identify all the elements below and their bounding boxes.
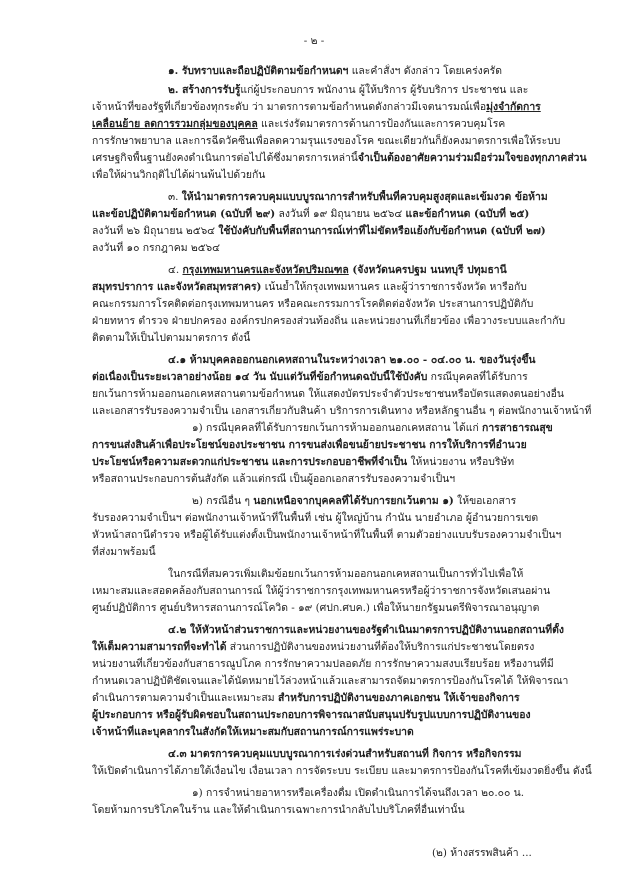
text-segment: หรือสถานประกอบการต้นสังกัด แล้วแต่กรณี เป็นผู้ออกเอกสารรับรองความจำเป็นฯ — [92, 473, 456, 485]
text-segment: มุ่งจำกัดการ — [486, 101, 541, 113]
text-line — [168, 353, 608, 367]
text-segment: ที่ส่งมาพร้อมนี้ — [92, 546, 156, 558]
text-segment: ๓. — [168, 191, 182, 203]
text-line — [92, 764, 612, 778]
text-segment: หน่วยงานที่เกี่ยวข้องกับสาธารณูปโภค การรักษาความปลอดภัย การรักษาความสงบเรียบร้อย หรืองานที่มี — [92, 658, 554, 670]
text-segment: ต่อเนื่องเป็นระยะเวลาอย่างน้อย ๑๔ วัน นับแต่วันที่ข้อกำหนดฉบับนี้ใช้บังคับ — [92, 371, 428, 383]
text-segment: ๔.๓ มาตรการควบคุมแบบบูรณาการเร่งด่วนสำหรับสถานที่ กิจการ หรือกิจกรรม — [168, 748, 522, 760]
text-segment: เน้นย้ำให้กรุงเทพมหานคร และผู้ว่าราชการจังหวัด หารือกับ — [261, 281, 527, 293]
text-segment: ๑) กรณีบุคคลที่ได้รับการยกเว้นการห้ามออกนอกเคหสถาน ได้แก่ — [192, 422, 483, 434]
text-segment: แก่ผู้ประกอบการ พนักงาน ผู้ให้บริการ ผู้รับบริการ ประชาชน และ — [240, 84, 529, 96]
text-line — [92, 438, 612, 452]
text-segment: เจ้าหน้าที่ของรัฐที่เกี่ยวข้องทุกระดับ ว่า มาตรการตามข้อกำหนดดังกล่าวมีเจตนารมณ์เพื่อ — [92, 101, 487, 113]
text-segment: ยกเว้นการห้ามออกนอกเคหสถานตามข้อกำหนด ให้แสดงบัตรประจำตัวประชาชนหรือบัตรแสดงตนอย่างอื่น — [92, 388, 564, 400]
text-line — [92, 691, 612, 705]
text-segment: คณะกรรมการโรคติดต่อกรุงเทพมหานคร หรือคณะกรรมการโรคติดต่อจังหวัด ประสานการปฏิบัติกับ — [92, 298, 534, 310]
text-segment: ติดตามให้เป็นไปตามมาตรการ ดังนี้ — [92, 332, 251, 344]
text-line — [432, 846, 612, 860]
text-segment: และข้อปฏิบัติตามข้อกำหนด (ฉบับที่ ๒๙) — [92, 208, 276, 220]
text-segment: ใช้บังคับกับพื้นที่สถานการณ์เท่าที่ไม่ขัดหรือแย้งกับข้อกำหนด (ฉบับที่ ๒๗) — [218, 225, 546, 237]
text-line — [192, 494, 612, 508]
text-line — [168, 567, 608, 581]
text-segment: สมุทรปราการ และจังหวัดสมุทรสาคร) — [92, 281, 262, 293]
text-line — [92, 370, 612, 384]
text-line — [92, 314, 612, 328]
text-segment: ๔.๒ ให้หัวหน้าส่วนราชการและหน่วยงานของรัฐดำเนินมาตรการปฏิบัติงานนอกสถานที่ตั้ง — [168, 624, 564, 636]
text-line — [92, 387, 612, 401]
text-line — [92, 708, 612, 722]
text-segment: หัวหน้าสถานีตำรวจ หรือผู้ได้รับแต่งตั้งเป็นพนักงานเจ้าหน้าที่ในพื้นที่ ตามตัวอย่างแบบรับรองความจำเป็นฯ — [92, 529, 562, 541]
text-segment: ในกรณีที่สมควรเพิ่มเติมข้อยกเว้นการห้ามออกนอกเคหสถานเป็นการทั่วไปเพื่อให้ — [168, 568, 524, 580]
text-line — [92, 331, 612, 345]
text-line — [92, 511, 612, 525]
text-line — [92, 117, 612, 131]
text-segment: ๒. สร้างการรับรู้ — [168, 84, 241, 96]
text-segment: ๔. — [168, 264, 183, 276]
text-line — [92, 280, 612, 294]
text-segment: เพื่อให้ผ่านวิกฤติไปได้ผ่านพ้นไปด้วยกัน — [92, 169, 266, 181]
text-line — [92, 640, 612, 654]
text-segment: ผู้ประกอบการ หรือผู้รับผิดชอบในสถานประกอบการพิจารณาสนับสนุนปรับรูปแบบการปฏิบัติงานของ — [92, 709, 531, 721]
text-line — [92, 297, 612, 311]
text-line — [168, 190, 608, 204]
text-segment: ลงวันที่ ๒๖ มิถุนายน ๒๕๖๔ — [92, 225, 219, 237]
text-segment: เหมาะสมและสอดคล้องกับสถานการณ์ ให้ผู้ว่าราชการกรุงเทพมหานครหรือผู้ว่าราชการจังหวัดเสนอผ่าน — [92, 585, 551, 597]
text-segment: ให้เต็มความสามารถที่จะทำได้ — [92, 641, 227, 653]
text-line — [168, 623, 608, 637]
text-segment: รับรองความจำเป็นฯ ต่อพนักงานเจ้าหน้าที่ในพื้นที่ เช่น ผู้ใหญ่บ้าน กำนัน นายอำเภอ ผู้อำนวยการเขต — [92, 512, 539, 524]
text-segment: เศรษฐกิจพื้นฐานยังคงดำเนินการต่อไปได้ซึ่งมาตรการเหล่านี้ — [92, 152, 358, 164]
text-segment: และเอกสารรับรองความจำเป็น เอกสารเกี่ยวกับสินค้า บริการการเดินทาง หรือหลักฐานอื่น ๆ ต่อพนักงานเจ้าหน้าที่ — [92, 405, 592, 417]
text-segment: ให้นำมาตรการควบคุมแบบบูรณาการสำหรับพื้นที่ควบคุมสูงสุดและเข้มงวด ข้อห้าม — [181, 191, 548, 203]
text-segment: การขนส่งสินค้าเพื่อประโยชน์ของประชาชน การขนส่งเพื่อขนย้ายประชาชน การให้บริการที่อำนวย — [92, 439, 527, 451]
text-segment: กรุงเทพมหานครและจังหวัดปริมณฑล — [182, 264, 349, 276]
text-line — [168, 83, 608, 97]
text-line — [92, 803, 612, 817]
text-segment: ดำเนินการตามความจำเป็นและเหมาะสม — [92, 692, 278, 704]
text-segment: กำหนดเวลาปฏิบัติชัดเจนและได้นัดหมายไว้ล่วงหน้าแล้วและสามารถจัดมาตรการป้องกันโรคได้ ให้พิจารณา — [92, 675, 569, 687]
text-line — [168, 263, 608, 277]
text-line — [92, 241, 612, 255]
text-segment: ลงวันที่ ๑๙ มิถุนายน ๒๕๖๔ — [275, 208, 406, 220]
text-line — [92, 151, 612, 165]
text-line — [92, 545, 612, 559]
text-segment: และเร่งรัดมาตรการด้านการป้องกันและการควบคุมโรค — [257, 118, 506, 130]
text-segment: ส่วนการปฏิบัติงานของหน่วยงานที่ต้องให้บริการแก่ประชาชนโดยตรง — [226, 641, 535, 653]
text-segment: ๔.๑ ห้ามบุคคลออกนอกเคหสถานในระหว่างเวลา ๒๑.๐๐ - ๐๔.๐๐ น. ของวันรุ่งขึ้น — [168, 354, 536, 366]
text-segment: กรณีบุคคลที่ได้รับการ — [427, 371, 528, 383]
text-line — [92, 404, 612, 418]
text-line — [92, 584, 612, 598]
text-segment: และข้อกำหนด (ฉบับที่ ๒๕) — [405, 208, 530, 220]
text-segment: ประโยชน์หรือความสะดวกแก่ประชาชน และการประกอบอาชีพที่จำเป็น — [92, 456, 408, 468]
text-line — [92, 472, 612, 486]
text-line — [92, 134, 612, 148]
text-segment: การสาธารณสุข — [482, 422, 553, 434]
text-segment: การรักษาพยาบาล และการฉีดวัคซีนเพื่อลดความรุนแรงของโรค ขณะเดียวกันก็ยังคงมาตรการเพื่อให้ระบบ — [92, 135, 561, 147]
text-segment: ๒) กรณีอื่น ๆ — [192, 495, 254, 507]
text-line — [92, 207, 612, 221]
text-segment: ให้หน่วยงาน หรือบริษัท — [407, 456, 515, 468]
text-segment: ให้เปิดดำเนินการได้ภายใต้เงื่อนไข เงื่อนเวลา การจัดระบบ ระเบียบ และมาตรการป้องกันโรคที่เข้มงวดยิ่งขึ้น ดังนี้ — [92, 765, 592, 777]
text-line — [92, 725, 612, 739]
text-line — [168, 64, 608, 78]
text-segment: ศูนย์ปฏิบัติการ ศูนย์บริหารสถานการณ์โควิด - ๑๙ (ศปก.ศบค.) เพื่อให้นายกรัฐมนตรีพิจารณาอนุญาต — [92, 602, 540, 614]
text-segment: (จังหวัดนครปฐม นนทบุรี ปทุมธานี — [348, 264, 507, 276]
text-segment: นอกเหนือจากบุคคลที่ได้รับการยกเว้นตาม ๑) — [253, 495, 454, 507]
text-line — [192, 786, 612, 800]
text-segment: ให้ขอเอกสาร — [453, 495, 517, 507]
text-segment: จำเป็นต้องอาศัยความร่วมมือร่วมใจของทุกภาคส่วน — [357, 152, 587, 164]
text-segment: (๒) ห้างสรรพสินค้า ... — [432, 847, 532, 859]
text-line — [92, 224, 612, 238]
text-segment: สำหรับการปฏิบัติงานของภาคเอกชน ให้เจ้าของกิจการ — [277, 692, 520, 704]
text-line — [92, 657, 612, 671]
text-line — [92, 100, 612, 114]
text-line — [92, 674, 612, 688]
text-line — [168, 747, 608, 761]
text-line — [92, 528, 612, 542]
text-segment: เจ้าหน้าที่และบุคลากรในสังกัดให้เหมาะสมกับสถานการณ์การแพร่ระบาด — [92, 726, 414, 738]
text-line — [92, 601, 612, 615]
text-segment: ฝ่ายทหาร ตำรวจ ฝ่ายปกครอง องค์กรปกครองส่วนท้องถิ่น และหน่วยงานที่เกี่ยวข้อง เพื่อวางระบบและกำกับ — [92, 315, 566, 327]
text-segment: เคลื่อนย้าย ลดการรวมกลุ่มของบุคคล — [92, 118, 258, 130]
page-number: - ๒ - — [303, 35, 325, 47]
text-segment: ลงวันที่ ๑๐ กรกฎาคม ๒๕๖๔ — [92, 242, 221, 254]
text-line — [92, 455, 612, 469]
text-segment: ๑. รับทราบและถือปฏิบัติตามข้อกำหนดฯ — [168, 65, 349, 77]
text-line — [92, 168, 612, 182]
text-segment: และคำสั่งฯ ดังกล่าว โดยเคร่งครัด — [348, 65, 502, 77]
text-segment: ๑) การจำหน่ายอาหารหรือเครื่องดื่ม เปิดดำเนินการได้จนถึงเวลา ๒๐.๐๐ น. — [192, 787, 525, 799]
text-line — [192, 421, 612, 435]
text-segment: โดยห้ามการบริโภคในร้าน และให้ดำเนินการเฉพาะการนำกลับไปบริโภคที่อื่นเท่านั้น — [92, 804, 465, 816]
